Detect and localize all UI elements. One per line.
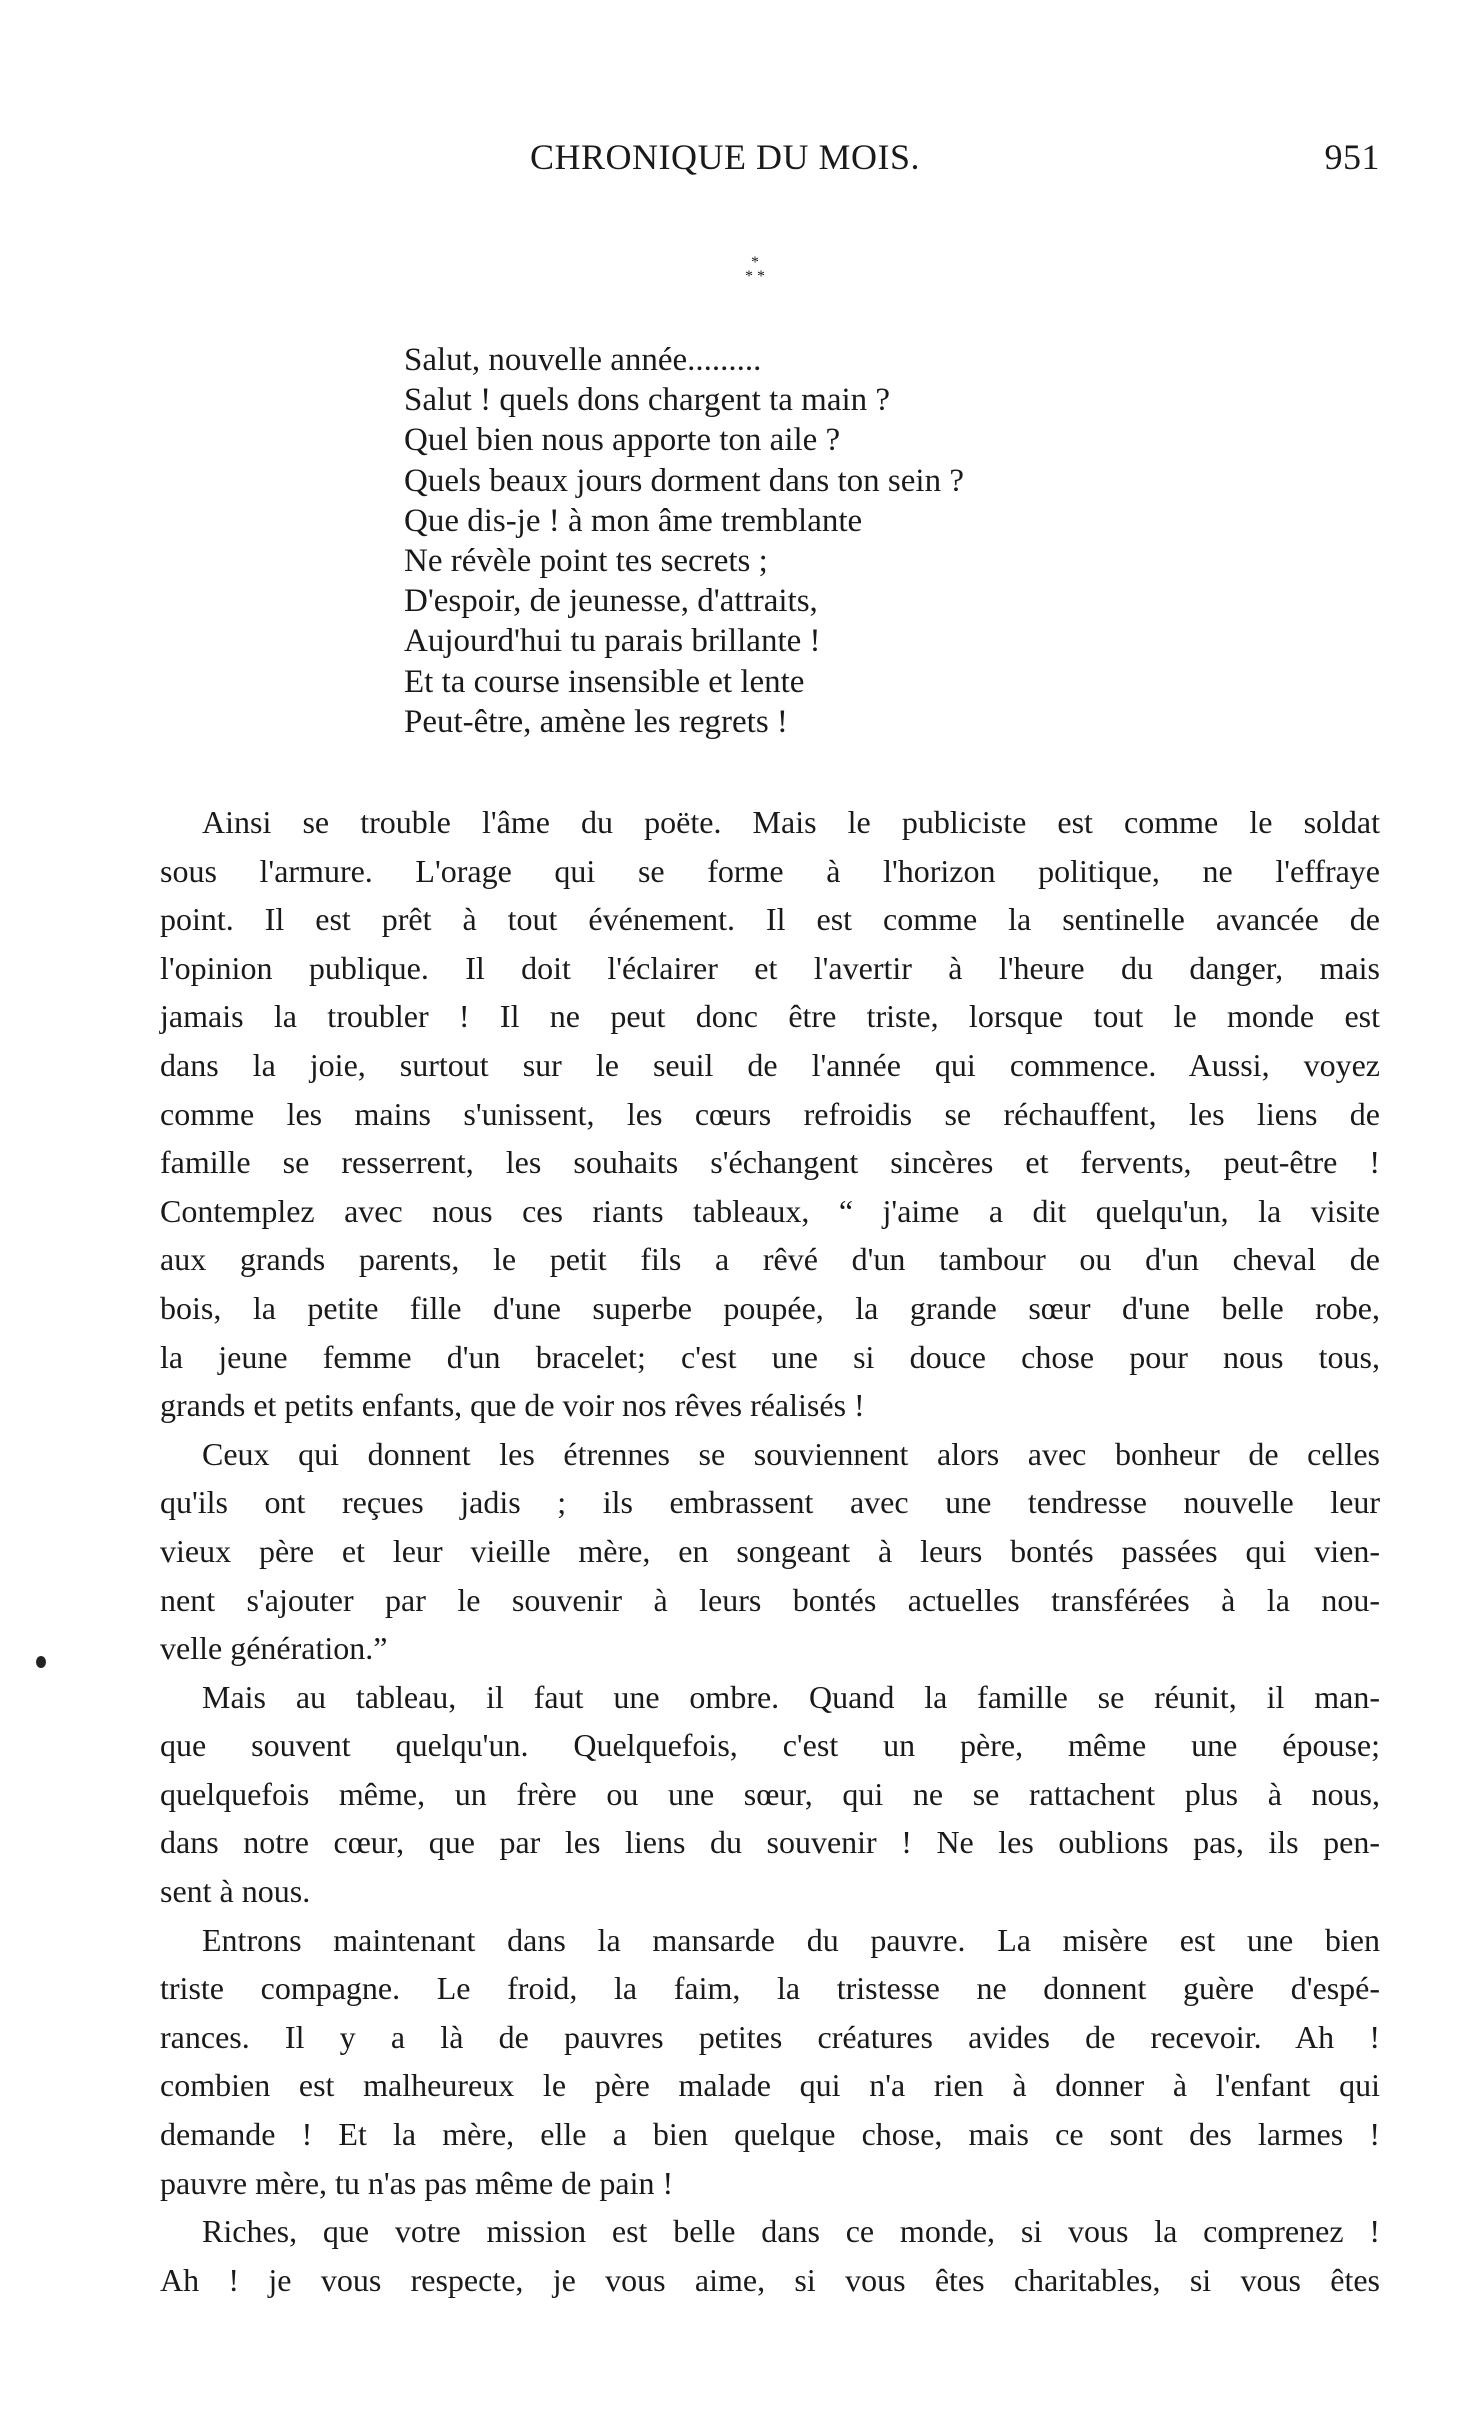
text-line: triste compagne. Le froid, la faim, la tristesse ne donnent guère d'espé- [160, 1970, 1380, 2007]
poem-line: Aujourd'hui tu parais brillante ! [404, 623, 821, 660]
running-head [160, 136, 1380, 186]
text-line: dans la joie, surtout sur le seuil de l'année qui commence. Aussi, voyez [160, 1046, 1380, 1083]
paragraph [160, 1916, 1380, 2208]
text-line: combien est malheureux le père malade qui n'a rien à donner à l'enfant qui [160, 2067, 1380, 2104]
text-line: bois, la petite fille d'une superbe poupée, la grande sœur d'une belle robe, [160, 1289, 1380, 1326]
text-line: demande ! Et la mère, elle a bien quelque chose, mais ce sont des larmes ! [160, 2116, 1380, 2153]
running-title: CHRONIQUE DU MOIS. [530, 137, 921, 177]
text-line: Mais au tableau, il faut une ombre. Quand la famille se réunit, il man- [202, 1678, 1380, 1715]
text-line: velle génération.” [160, 1630, 388, 1667]
poem-line: Quel bien nous apporte ton aile ? [404, 422, 841, 459]
text-line: qu'ils ont reçues jadis ; ils embrassent avec une tendresse nouvelle leur [160, 1484, 1380, 1521]
text-line: jamais la troubler ! Il ne peut donc être triste, lorsque tout le monde est [160, 998, 1380, 1035]
asterism [735, 256, 775, 306]
text-line: Ah ! je vous respecte, je vous aime, si vous êtes charitables, si vous êtes [160, 2261, 1380, 2298]
poem-line: D'espoir, de jeunesse, d'attraits, [404, 583, 818, 620]
poem-line: Salut ! quels dons chargent ta main ? [404, 382, 891, 419]
text-line: l'opinion publique. Il doit l'éclairer et l'avertir à l'heure du danger, mais [160, 949, 1380, 986]
poem-line: Salut, nouvelle année......... [404, 342, 762, 378]
poem-line: Quels beaux jours dorment dans ton sein ? [404, 462, 964, 499]
paragraph [160, 1673, 1380, 1916]
text-line: aux grands parents, le petit fils a rêvé d'un tambour ou d'un cheval de [160, 1241, 1380, 1278]
body-text [160, 798, 1380, 2304]
text-line: Contemplez avec nous ces riants tableaux, “ j'aime a dit quelqu'un, la visite [160, 1192, 1380, 1229]
text-line: comme les mains s'unissent, les cœurs refroidis se réchauffent, les liens de [160, 1095, 1380, 1132]
paragraph [160, 798, 1380, 1430]
text-line: quelquefois même, un frère ou une sœur, qui ne se rattachent plus à nous, [160, 1775, 1380, 1812]
poem-line: Peut-être, amène les regrets ! [404, 703, 788, 740]
text-line: pauvre mère, tu n'as pas même de pain ! [160, 2164, 674, 2201]
margin-ink-dot [36, 1656, 46, 1668]
poem-stanza [404, 340, 1164, 742]
text-line: grands et petits enfants, que de voir nos rêves réalisés ! [160, 1387, 865, 1424]
asterism-top: * [751, 254, 759, 271]
text-line: sent à nous. [160, 1873, 311, 1910]
paragraph [160, 1430, 1380, 1673]
poem-line: Ne révèle point tes secrets ; [404, 543, 768, 580]
text-line: sous l'armure. L'orage qui se forme à l'horizon politique, ne l'effraye [160, 852, 1380, 889]
text-line: famille se resserrent, les souhaits s'échangent sincères et fervents, peut-être ! [160, 1144, 1380, 1181]
text-line: Ainsi se trouble l'âme du poëte. Mais le publiciste est comme le soldat [202, 804, 1380, 840]
poem-line: Que dis-je ! à mon âme tremblante [404, 502, 863, 539]
text-line: vieux père et leur vieille mère, en songeant à leurs bontés passées qui vien- [160, 1532, 1380, 1569]
paragraph [160, 2207, 1380, 2304]
text-line: point. Il est prêt à tout événement. Il est comme la sentinelle avancée de [160, 901, 1380, 938]
text-line: la jeune femme d'un bracelet; c'est une si douce chose pour nous tous, [160, 1338, 1380, 1375]
poem-line: Et ta course insensible et lente [404, 663, 805, 700]
text-line: Ceux qui donnent les étrennes se souviennent alors avec bonheur de celles [202, 1435, 1380, 1472]
text-line: rances. Il y a là de pauvres petites créatures avides de recevoir. Ah ! [160, 2018, 1380, 2055]
page-number: 951 [1324, 137, 1380, 177]
text-line: Riches, que votre mission est belle dans ce monde, si vous la comprenez ! [202, 2213, 1380, 2250]
text-line: nent s'ajouter par le souvenir à leurs bontés actuelles transférées à la nou- [160, 1581, 1380, 1618]
text-line: dans notre cœur, que par les liens du souvenir ! Ne les oublions pas, ils pen- [160, 1824, 1380, 1861]
text-line: Entrons maintenant dans la mansarde du pauvre. La misère est une bien [202, 1921, 1380, 1958]
text-line: que souvent quelqu'un. Quelquefois, c'est un père, même une épouse; [160, 1727, 1380, 1764]
asterism-bottom: * * [745, 268, 765, 285]
